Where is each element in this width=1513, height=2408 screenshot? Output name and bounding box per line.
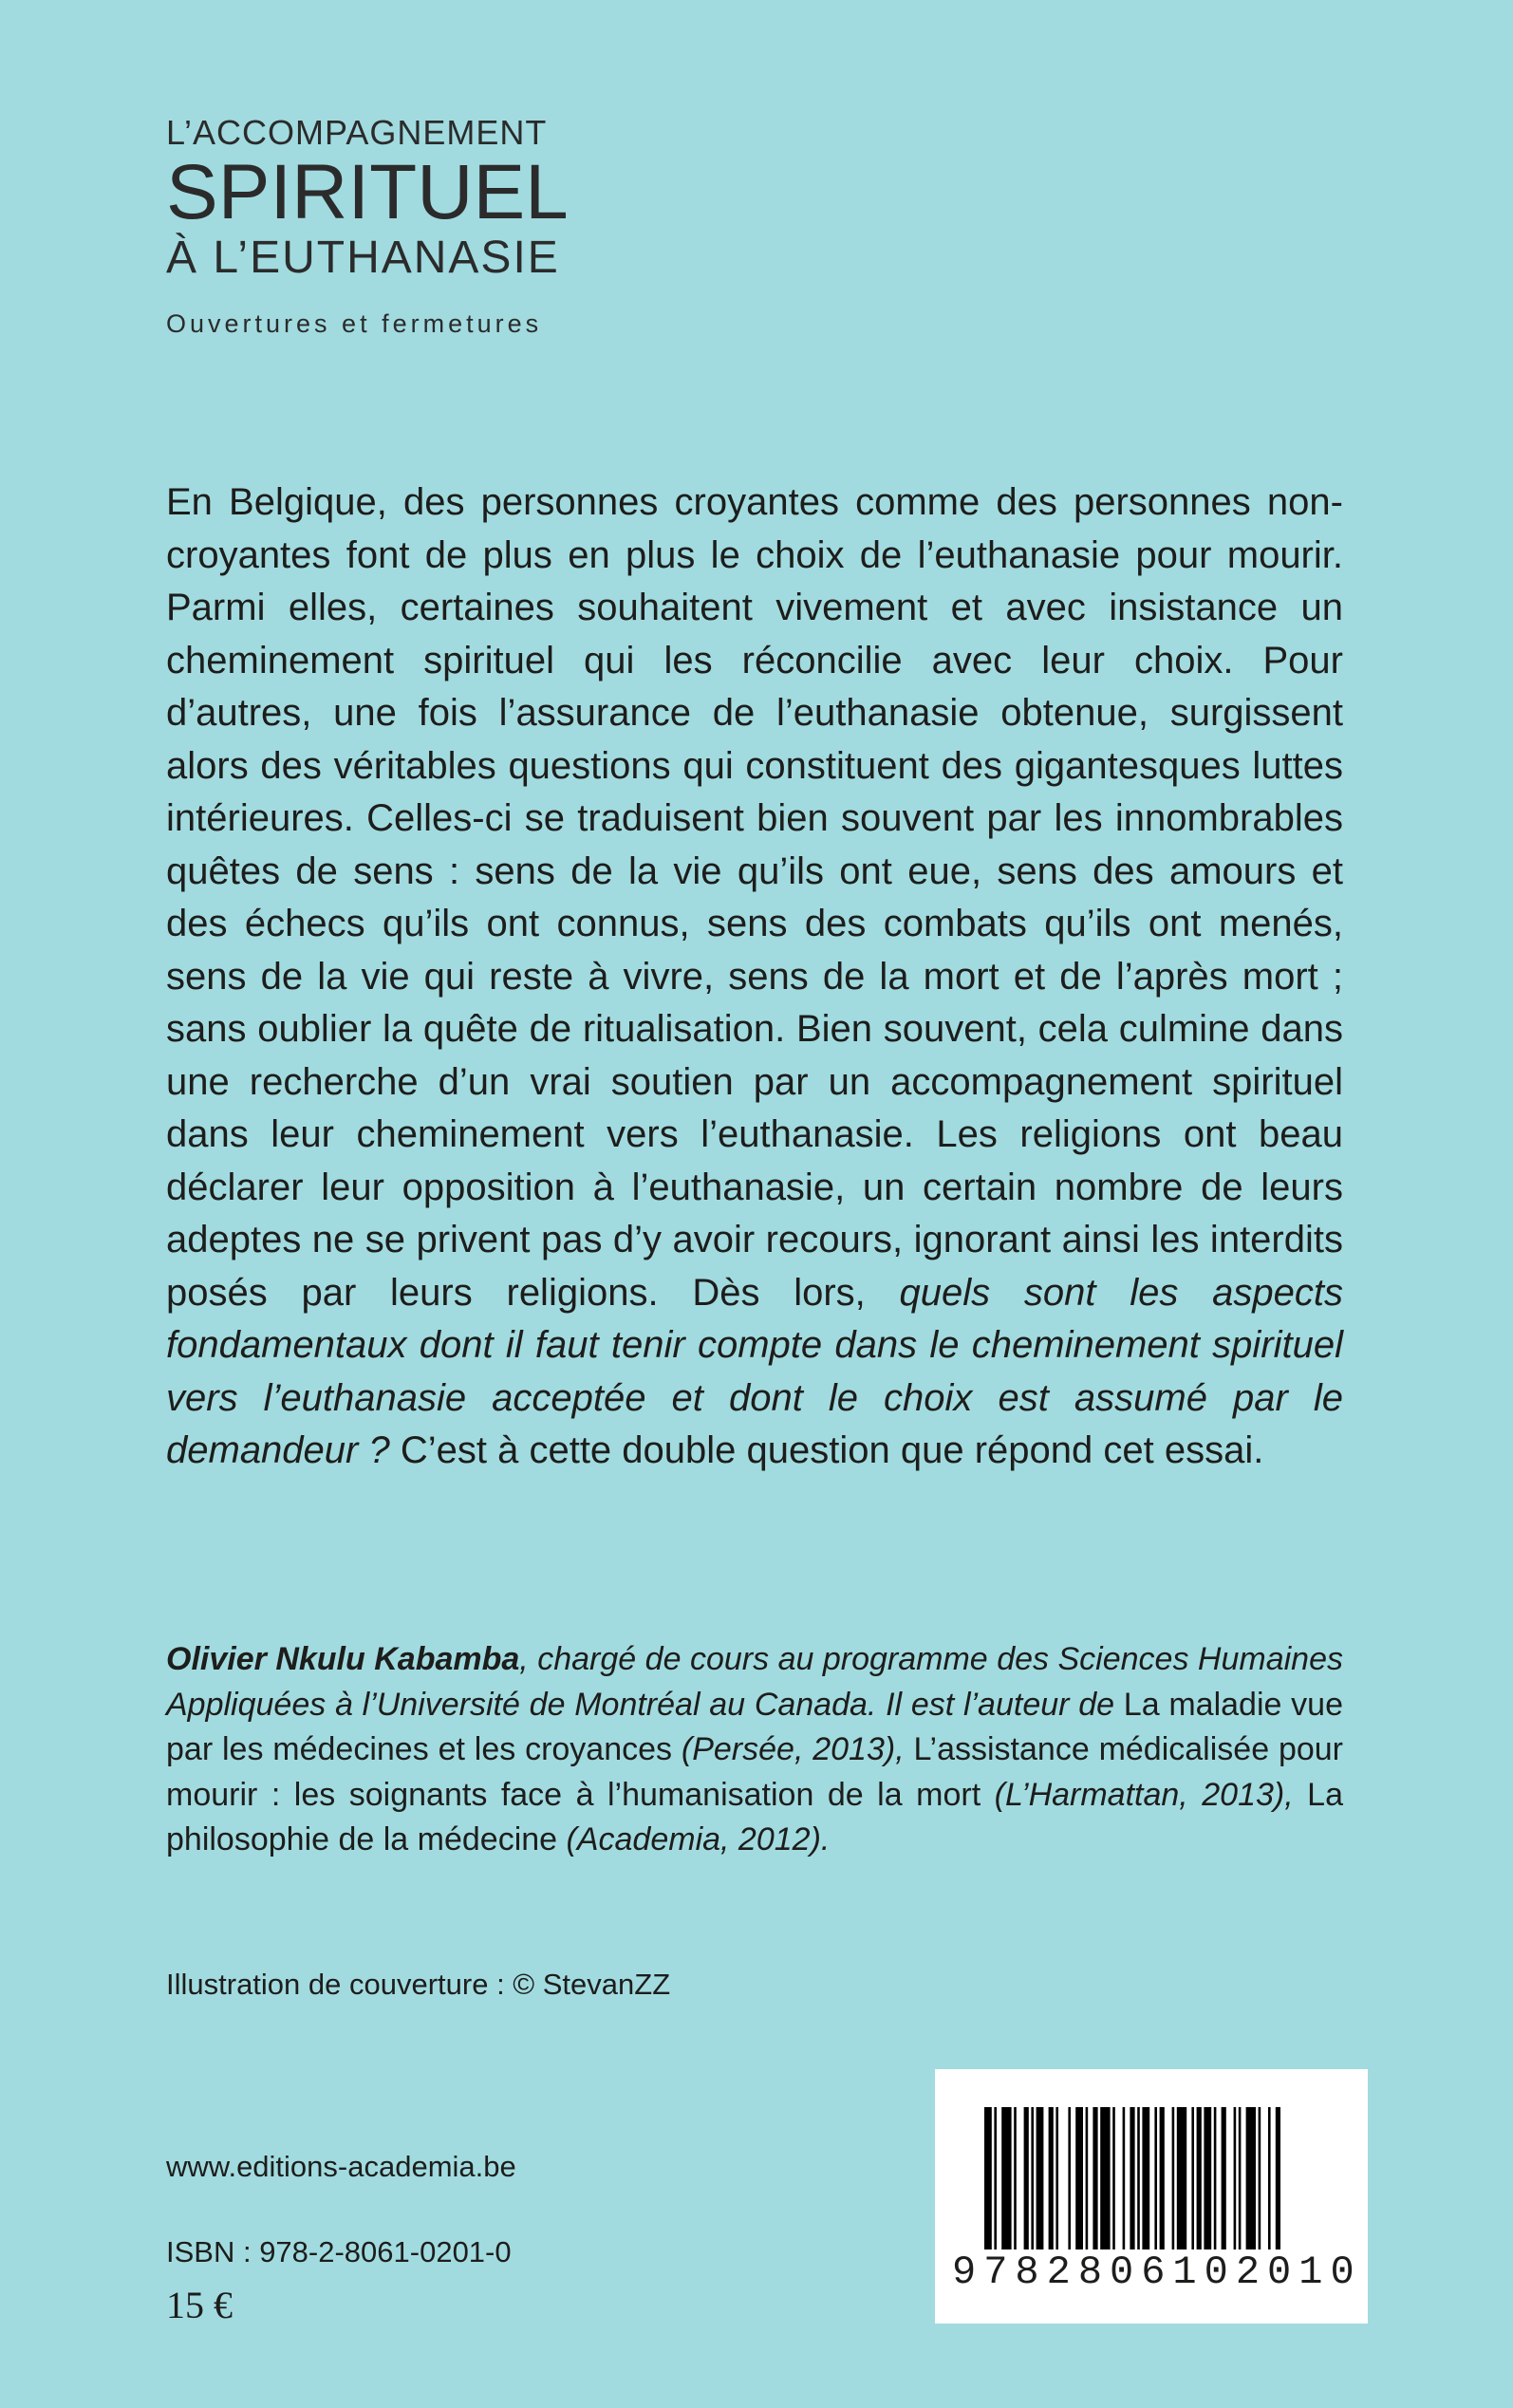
barcode-bar	[1204, 2107, 1211, 2249]
cover-credit: Illustration de couverture : © StevanZZ	[166, 1968, 671, 2001]
barcode-bar	[1191, 2107, 1194, 2249]
book-title-2: L’assistance médicalisée pour mourir : les soignants face à l’humanisation de la mort	[166, 1731, 1343, 1813]
isbn: ISBN : 978-2-8061-0201-0	[166, 2235, 512, 2268]
barcode-bar	[1142, 2107, 1149, 2249]
title-block	[166, 112, 660, 339]
title-line-2: SPIRITUEL	[166, 149, 569, 235]
barcode-bar	[1130, 2107, 1134, 2249]
website-link[interactable]: www.editions-academia.be	[166, 2150, 516, 2183]
barcode-bar	[1137, 2107, 1140, 2249]
barcode-bar	[1075, 2107, 1083, 2249]
book-title-1: La maladie vue par les médecines et les croyances	[166, 1686, 1343, 1767]
title-line-1: L’ACCOMPAGNEMENT	[166, 113, 548, 152]
barcode-bar	[1093, 2107, 1097, 2249]
author-bio	[166, 1637, 1343, 1863]
publisher-3: (Academia, 2012).	[557, 1821, 831, 1857]
barcode-bar	[1239, 2107, 1242, 2249]
blurb-question: quels sont les aspects fondamentaux dont il faut tenir compte dans le cheminement spirituel vers l’euthanasie acceptée et dont le choix est assumé par le demandeur ?	[166, 1271, 1343, 1471]
barcode-bar	[1276, 2107, 1280, 2249]
barcode-bar	[1001, 2107, 1011, 2249]
barcode-bar	[984, 2107, 992, 2249]
barcode-bar	[1112, 2107, 1115, 2249]
blurb-paragraph	[166, 476, 1343, 1478]
barcode-bar	[1160, 2107, 1165, 2249]
barcode-bar	[1222, 2107, 1226, 2249]
barcode-bar	[1234, 2107, 1237, 2249]
barcode-bar	[1014, 2107, 1017, 2249]
barcode-bar	[1259, 2107, 1261, 2249]
barcode-bar	[1268, 2107, 1271, 2249]
barcode-bar	[1024, 2107, 1029, 2249]
publisher-2: (L’Harmattan, 2013),	[981, 1776, 1308, 1813]
barcode-bar	[1197, 2107, 1202, 2249]
barcode-bar	[1214, 2107, 1217, 2249]
barcode-bar	[1031, 2107, 1034, 2249]
barcode-bar	[1037, 2107, 1044, 2249]
barcode-bar	[1246, 2107, 1256, 2249]
barcode-bar	[1177, 2107, 1186, 2249]
blurb-end: C’est à cette double question que répond cet essai.	[389, 1429, 1264, 1471]
book-title-3: La philosophie de la médecine	[166, 1776, 1343, 1857]
publisher-1: (Persée, 2013),	[672, 1731, 914, 1767]
barcode-bar	[1055, 2107, 1058, 2249]
title-line-3: À L’EUTHANASIE	[166, 233, 560, 283]
barcode-bar	[1154, 2107, 1157, 2249]
barcode-bar	[1049, 2107, 1054, 2249]
barcode-bar	[1086, 2107, 1089, 2249]
barcode-bar	[1172, 2107, 1175, 2249]
barcode	[935, 2069, 1368, 2324]
barcode-bar	[1123, 2107, 1126, 2249]
barcode-bar	[1068, 2107, 1071, 2249]
barcode-bar	[1100, 2107, 1110, 2249]
price: 15 €	[166, 2284, 233, 2326]
barcode-bar	[994, 2107, 997, 2249]
author-name: Olivier Nkulu Kabamba	[166, 1641, 520, 1677]
barcode-digits: 9782806102010	[952, 2249, 1362, 2295]
subtitle: Ouvertures et fermetures	[166, 309, 543, 338]
bio-intro: , chargé de cours au programme des Sciences Humaines Appliquées à l’Université de Montréal au Canada. Il est l’auteur de	[166, 1641, 1343, 1723]
blurb-text: En Belgique, des personnes croyantes comme des personnes non-croyantes font de plus en plus le choix de l’euthanasie pour mourir. Parmi elles, certaines souhaitent vivement et avec insistance un cheminement spirituel qui les réconcilie avec leur choix. Pour d’autres, une fois l’assurance de l’euthanasie obtenue, surgissent alors des véritables questions qui constituent des gigantesques luttes intérieures. Celles-ci se traduisent bien souvent par les innombrables quêtes de sens : sens de la vie qu’ils ont eue, sens des amours et des échecs qu’ils ont connus, sens des combats qu’ils ont menés, sens de la vie qui reste à vivre, sens de la mort et de l’après mort ; sans oublier la quête de ritualisation. Bien souvent, cela culmine dans une recherche d’un vrai soutien par un accompagnement spirituel dans leur cheminement vers l’euthanasie. Les religions ont beau déclarer leur opposition à l’euthanasie, un certain nombre de leurs adeptes ne se privent pas d’y avoir recours, ignorant ainsi les interdits posés par leurs religions. Dès lors,	[166, 481, 1343, 1314]
